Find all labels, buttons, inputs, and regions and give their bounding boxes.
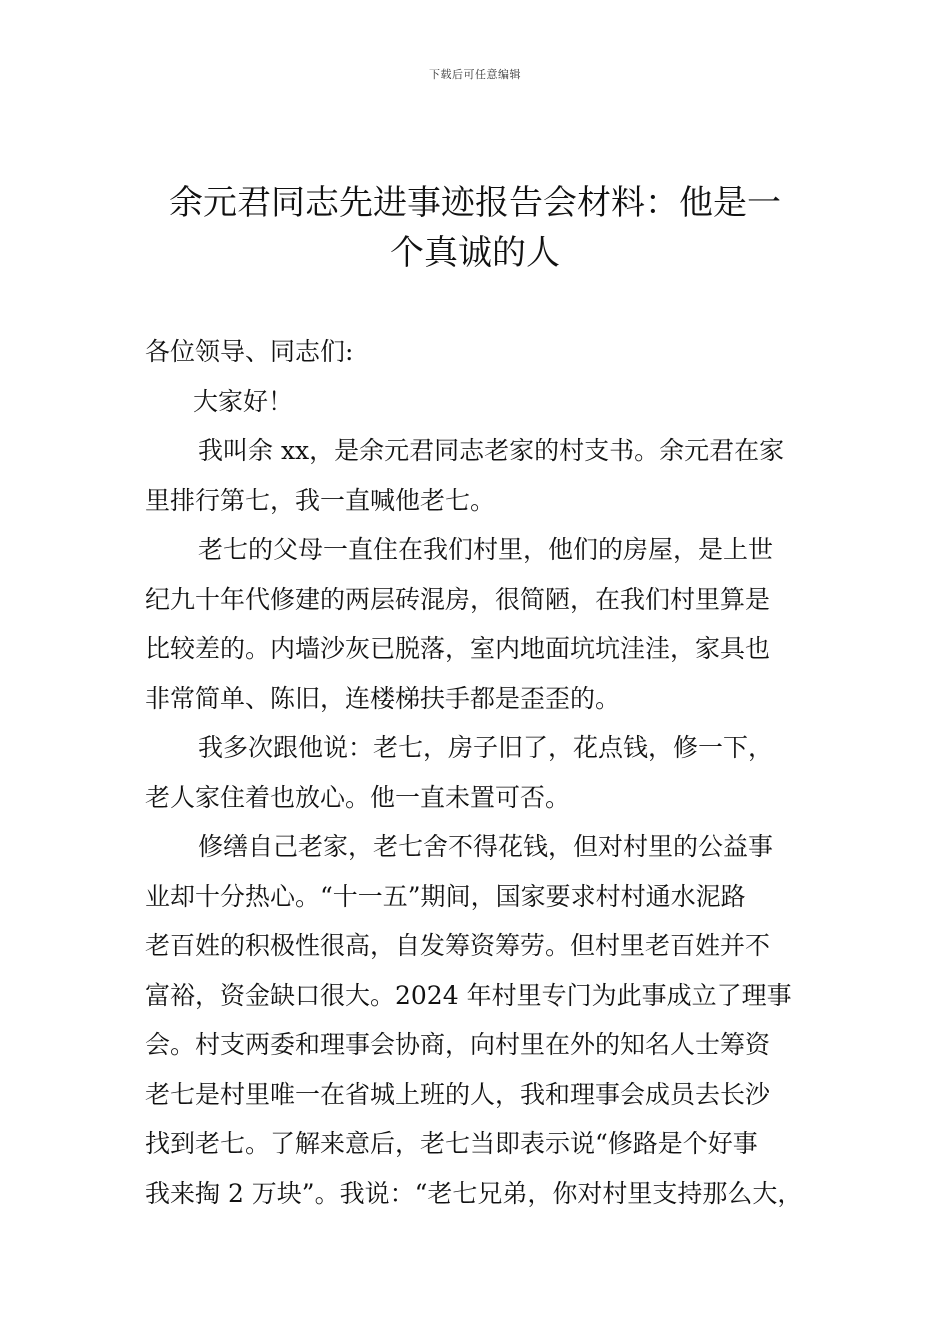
paragraph-line: 老百姓的积极性很高，自发筹资筹劳。但村里老百姓并不	[145, 931, 771, 960]
paragraph-line: 业却十分热心。“十一五”期间，国家要求村村通水泥路	[145, 881, 746, 911]
paragraph-line: 非常简单、陈旧，连楼梯扶手都是歪歪的。	[145, 683, 621, 713]
document-title	[140, 178, 810, 278]
title-line-1: 余元君同志先进事迹报告会材料：他是一	[169, 183, 781, 223]
paragraph-line: 老七的父母一直住在我们村里，他们的房屋，是上世	[198, 535, 774, 564]
paragraph-line: 纪九十年代修建的两层砖混房，很简陋，在我们村里算是	[145, 584, 771, 614]
title-line-2: 个真诚的人	[390, 233, 560, 273]
paragraph-line: 老七是村里唯一在省城上班的人，我和理事会成员去长沙	[145, 1079, 771, 1109]
paragraph-line: 比较差的。内墙沙灰已脱落，室内地面坑坑洼洼，家具也	[145, 634, 771, 663]
header-note: 下载后可任意编辑	[429, 68, 521, 81]
paragraph-line: 找到老七。了解来意后，老七当即表示说“修路是个好事	[145, 1129, 758, 1158]
greeting: 大家好！	[193, 386, 294, 416]
paragraph-line: 里排行第七，我一直喊他老七。	[145, 485, 496, 515]
paragraph-line: 我多次跟他说：老七，房子旧了，花点钱，修一下，	[198, 733, 774, 762]
paragraph-line: 我叫余 xx，是余元君同志老家的村支书。余元君在家	[198, 436, 785, 465]
paragraph-line: 老人家住着也放心。他一直未置可否。	[145, 782, 571, 812]
paragraph-line: 会。村支两委和理事会协商，向村里在外的知名人士筹资	[145, 1030, 771, 1059]
paragraph-line: 我来掏 2 万块”。我说：“老七兄弟，你对村里支持那么大，	[145, 1178, 803, 1208]
paragraph-line: 富裕，资金缺口很大。2024 年村里专门为此事成立了理事	[145, 980, 792, 1010]
document-body	[145, 327, 810, 1218]
paragraph-line: 修缮自己老家，老七舍不得花钱，但对村里的公益事	[198, 832, 774, 861]
salutation: 各位领导、同志们:	[145, 337, 354, 366]
